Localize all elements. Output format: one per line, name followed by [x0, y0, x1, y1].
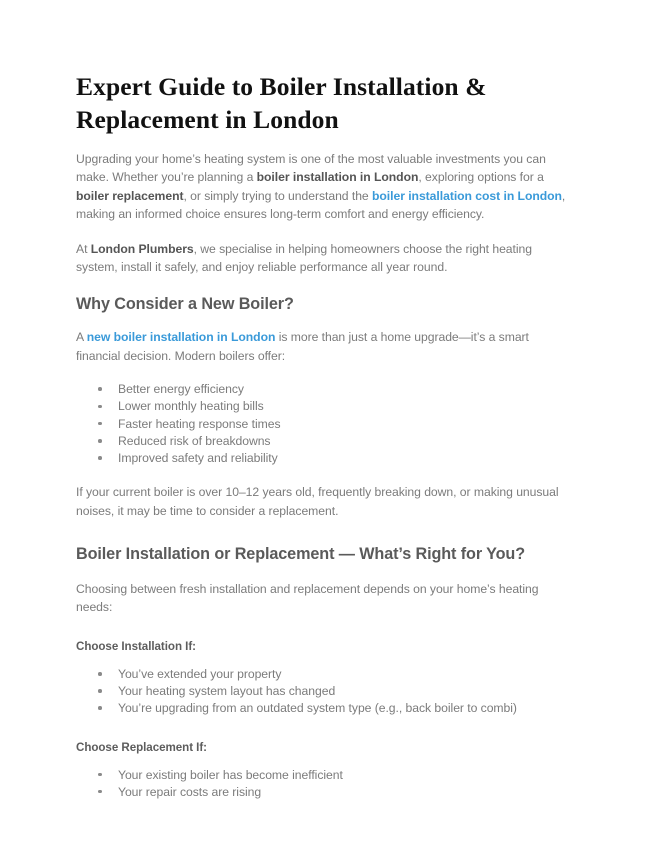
intro-p2-part2: , we specialise in helping homeowners choose the right heating system, install it safely, and enjoy reliable performance all year round.	[76, 241, 532, 275]
list-item	[76, 666, 572, 683]
list-item	[76, 683, 572, 700]
intro-p1-part3: , or simply trying to understand the	[183, 188, 372, 203]
list-item	[76, 767, 572, 784]
bullet-dot-icon	[98, 456, 102, 460]
subheading-choose-installation: Choose Installation If:	[76, 639, 196, 653]
bullet-dot-icon	[98, 405, 102, 409]
why-outro-paragraph: If your current boiler is over 10–12 years old, frequently breaking down, or making unusual noises, it may be time to consider a replacement.	[76, 485, 559, 518]
choose-replacement-list	[76, 767, 572, 801]
bullet-dot-icon	[98, 387, 102, 391]
bullet-dot-icon	[98, 790, 102, 794]
list-item	[76, 433, 572, 450]
bullet-dot-icon	[98, 439, 102, 443]
why-intro-paragraph	[76, 328, 572, 365]
bullet-dot-icon	[98, 672, 102, 676]
why-intro-part1: A	[76, 330, 87, 345]
intro-p1-part2: , exploring options for a	[418, 170, 544, 185]
bullet-dot-icon	[98, 422, 102, 426]
list-item-label: Improved safety and reliability	[118, 451, 278, 466]
list-item	[76, 398, 572, 415]
bullet-dot-icon	[98, 773, 102, 777]
choose-installation-list	[76, 666, 572, 718]
bullet-dot-icon	[98, 706, 102, 710]
list-item	[76, 784, 572, 801]
benefits-list	[76, 381, 572, 467]
intro-paragraph-1	[76, 150, 572, 224]
list-item-label: Reduced risk of breakdowns	[118, 433, 271, 448]
choice-intro-paragraph: Choosing between fresh installation and replacement depends on your home’s heating needs:	[76, 582, 539, 615]
list-item	[76, 381, 572, 398]
link-new-boiler-installation-in-london[interactable]: new boiler installation in London	[86, 330, 276, 345]
intro-p1-bold-1: boiler installation in London	[256, 170, 419, 185]
list-item-label: Your existing boiler has become inefficient	[118, 767, 343, 782]
section-heading-installation-or-replacement: Boiler Installation or Replacement — What’s Right for You?	[76, 545, 525, 564]
list-item-label: Better energy efficiency	[118, 382, 244, 397]
intro-p1-part4: , making an informed choice ensures long-term comfort and energy efficiency.	[76, 188, 566, 222]
list-item-label: Lower monthly heating bills	[118, 399, 264, 414]
list-item-label: Your heating system layout has changed	[118, 684, 336, 699]
list-item	[76, 416, 572, 433]
intro-p1-part1: Upgrading your home’s heating system is one of the most valuable investments you can make. Whether you’re planning a	[76, 152, 546, 185]
intro-paragraph-2	[76, 240, 572, 277]
intro-p1-bold-2: boiler replacement	[76, 188, 184, 203]
intro-p2-bold-1: London Plumbers	[90, 241, 194, 256]
why-intro-part2: is more than just a home upgrade—it’s a smart financial decision. Modern boilers offer:	[76, 330, 529, 363]
list-item	[76, 700, 572, 717]
list-item-label: You’re upgrading from an outdated system type (e.g., back boiler to combi)	[118, 701, 517, 716]
section-heading-why-consider-a-new-boiler: Why Consider a New Boiler?	[76, 295, 294, 314]
list-item-label: Your repair costs are rising	[118, 784, 262, 799]
link-boiler-installation-cost-in-london[interactable]: boiler installation cost in London	[372, 188, 562, 203]
bullet-dot-icon	[98, 689, 102, 693]
list-item-label: You’ve extended your property	[118, 666, 282, 681]
list-item-label: Faster heating response times	[118, 416, 281, 431]
list-item	[76, 450, 572, 467]
subheading-choose-replacement: Choose Replacement If:	[76, 740, 207, 754]
intro-p2-part1: At	[76, 241, 91, 256]
page-title: Expert Guide to Boiler Installation & Replacement in London	[76, 72, 487, 134]
